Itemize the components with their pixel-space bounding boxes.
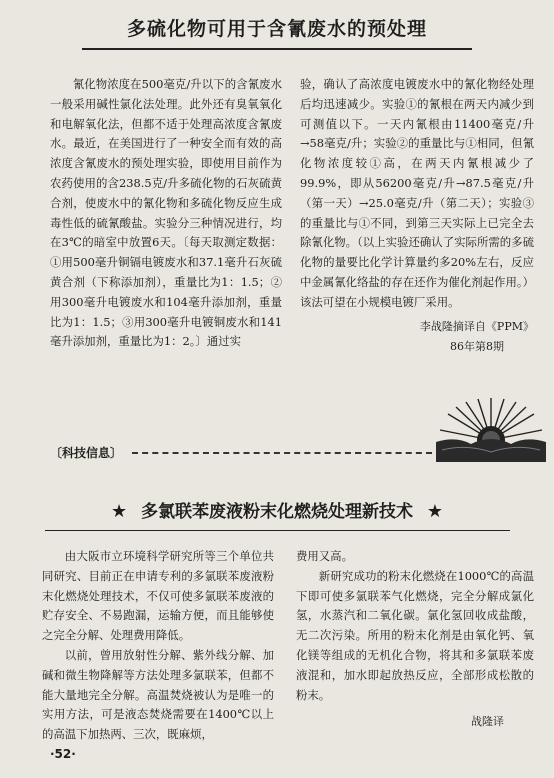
article2-title-rule: [45, 530, 510, 531]
article2-left-column: [42, 547, 274, 745]
article1-credit: [300, 317, 534, 357]
article2-translator: 战隆译: [471, 715, 504, 729]
page-number: ·52·: [50, 747, 76, 761]
section-divider: [132, 452, 432, 454]
article2-title: 多氯联苯废液粉末化燃烧处理新技术: [141, 502, 413, 522]
credit-source: 李战隆摘译自《PPM》: [419, 319, 534, 333]
article2-left-paragraph: 由大阪市立环境科学研究所等三个单位共同研究、目前正在申请专利的多氯联苯废液粉末化燃烧处理技术，不仅可使多氯联苯废液的贮存安全、不易跑漏，运输方便，而且能够使之完全分解、处理费用降低。: [42, 549, 274, 643]
article1-right-column: [300, 75, 534, 357]
article2-right-column: [296, 547, 534, 729]
article2-right-paragraph: 新研究成功的粉末化燃烧在1000℃的高温下即可使多氯联苯气化燃烧，完全分解成氯化氢，水蒸汽和二氧化碳。氯化氢回收成盐酸，无二次污染。所用的粉末化剂是由氧化钙、氧化镁等组成的无机化合物，将其和多氯联苯废液混和，加水即起放热反应，全部形成松散的粉末。: [296, 568, 534, 702]
article1-right-paragraph: 验，确认了高浓度电镀废水中的氰化物经处理后均迅速减少。实验①的氰根在两天内减少到可测值以下。一天内氰根由11400毫克/升→58毫克/升；实验②的重量比与①相同，但氰化物浓度较①高，在两天内氰根减少了99.9%，即从56200毫克/升→87.5毫克/升（第一天）→25.0毫克/升（第二天）；实验③的重量比与①不同，到第三天实际上已完全去除氰化物。（以上实验还确认了实际所需的多硫化物的量要比化学计算量约多20%左右，反应中金属氰化络盐的存在还作为催化剂起作用。）该法可望在小规模电镀厂采用。: [300, 77, 534, 309]
article2-right-continuation: 费用又高。: [296, 549, 353, 563]
article2-title-row: [60, 497, 494, 522]
article1-title: 多硫化物可用于含氰废水的预处理: [126, 18, 427, 40]
title-rule: [82, 48, 472, 50]
article1-left-column: [50, 75, 282, 352]
decorative-sun-illustration: [436, 394, 546, 462]
star-icon: ★: [426, 501, 444, 522]
article2-left-paragraph: 以前，曾用放射性分解、紫外线分解、加碱和微生物降解等方法处理多氯联苯，但都不能大量地完全分解。高温焚烧被认为是唯一的实用方法，可是液态焚烧需要在1400℃以上的高温下加热两、三次，既麻烦，: [42, 647, 274, 742]
credit-issue: 86年第8期: [450, 339, 504, 353]
star-icon: ★: [110, 501, 128, 522]
article1-left-paragraph: 氰化物浓度在500毫克/升以下的含氰废水一般采用碱性氯化法处理。此外还有臭氧氧化和电解氧化法，但都不适于处理高浓度含氰废水。最近，在美国进行了一种安全而有效的高浓度含氰废水的预处理实验，即使用目前作为农药使用的含238.5克/升多硫化物的石灰硫黄合剂，使废水中的氰化物和多硫化物反应生成毒性低的硫氰酸盐。实验分三种情况进行，均在3℃的暗室中放置6天。〔每天取测定数据：①用500毫升铜镉电镀废水和37.1毫升石灰硫黄合剂（下称添加剂），重量比为1：1.5；②用300毫升电镀废水和104毫升添加剂，重量比为1：1.5；③用300毫升电镀铜废水和141毫升添加剂，重量比为1：2。〕通过实: [50, 77, 282, 349]
section-label: 〔科技信息〕: [50, 446, 123, 460]
